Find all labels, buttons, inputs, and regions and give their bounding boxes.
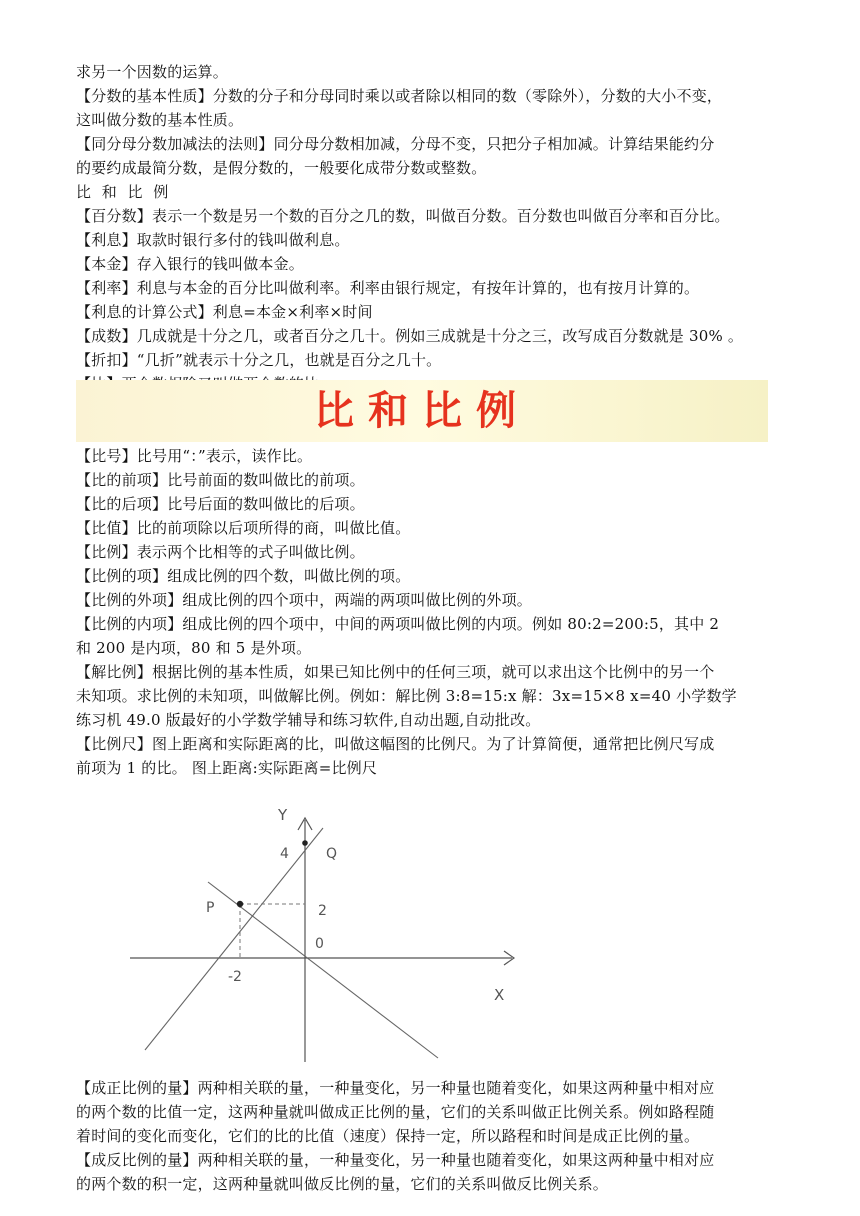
section-heading: 比 和 比 例 (76, 183, 172, 201)
text-line: 【比值】比的前项除以后项所得的商，叫做比值。 (76, 519, 411, 537)
text-line: 【同分母分数加减法的法则】同分母分数相加减，分母不变，只把分子相加减。计算结果能约分 (76, 135, 715, 153)
text-line: 【百分数】表示一个数是另一个数的百分之几的数，叫做百分数。百分数也叫做百分率和百分比。 (76, 207, 730, 225)
x-axis-label: X (494, 986, 505, 1004)
bottom-text-block (76, 1076, 796, 1196)
text-line: 【成正比例的量】两种相关联的量，一种量变化，另一种量也随着变化，如果这两种量中相对应 (76, 1079, 715, 1097)
coordinate-graph (120, 800, 520, 1070)
origin-label: 0 (315, 936, 324, 952)
text-line: 【本金】存入银行的钱叫做本金。 (76, 255, 305, 273)
text-line: 这叫做分数的基本性质。 (76, 111, 244, 129)
text-line: 【比例的外项】组成比例的四个项中，两端的两项叫做比例的外项。 (76, 591, 533, 609)
graph-svg (120, 800, 520, 1070)
text-line: 的要约成最简分数，是假分数的，一般要化成带分数或整数。 (76, 159, 487, 177)
text-line: 前项为 1 的比。 图上距离:实际距离=比例尺 (76, 759, 378, 777)
text-line: 【利息】取款时银行多付的钱叫做利息。 (76, 231, 350, 249)
text-line: 【比例尺】图上距离和实际距离的比，叫做这幅图的比例尺。为了计算简便，通常把比例尺写成 (76, 735, 715, 753)
tick-y-2: 2 (318, 903, 327, 919)
text-line: 【比号】比号用“：”表示，读作比。 (76, 447, 313, 465)
text-line: 着时间的变化而变化，它们的比的比值（速度）保持一定，所以路程和时间是成正比例的量。 (76, 1127, 700, 1145)
text-line: 【分数的基本性质】分数的分子和分母同时乘以或者除以相同的数（零除外），分数的大小不变， (76, 87, 723, 105)
text-line: 【比例】表示两个比相等的式子叫做比例。 (76, 543, 365, 561)
text-line: 【解比例】根据比例的基本性质，如果已知比例中的任何三项，就可以求出这个比例中的另一个 (76, 663, 715, 681)
text-line: 的两个数的积一定，这两种量就叫做反比例的量，它们的关系叫做反比例关系。 (76, 1175, 609, 1193)
text-line: 未知项。求比例的未知项，叫做解比例。例如：解比例 3:8=15:x 解：3x=15×8 x=40 小学数学 (76, 687, 737, 705)
point-p-label: P (206, 900, 215, 916)
text-line: 【比的前项】比号前面的数叫做比的前项。 (76, 471, 365, 489)
text-line: 【比的后项】比号后面的数叫做比的后项。 (76, 495, 365, 513)
middle-text-block (76, 444, 796, 780)
tick-y-4: 4 (280, 846, 289, 862)
top-text-block (76, 60, 796, 396)
text-line: 练习机 49.0 版最好的小学数学辅导和练习软件,自动出题,自动批改。 (76, 711, 541, 729)
tick-x-neg2: -2 (228, 969, 242, 985)
text-line: 【成数】几成就是十分之几，或者百分之几十。例如三成就是十分之三，改写成百分数就是 30% 。 (76, 327, 744, 345)
y-axis-label: Y (278, 806, 288, 824)
point-p-dot (237, 901, 243, 907)
banner-title: 比和比例 (314, 388, 530, 434)
text-line: 【成反比例的量】两种相关联的量，一种量变化，另一种量也随着变化，如果这两种量中相对应 (76, 1151, 715, 1169)
section-banner (76, 380, 768, 442)
text-line: 【比例的项】组成比例的四个数，叫做比例的项。 (76, 567, 411, 585)
text-line: 和 200 是内项，80 和 5 是外项。 (76, 639, 312, 657)
line-through-q (145, 828, 323, 1050)
text-line: 【利息的计算公式】利息=本金×利率×时间 (76, 303, 373, 321)
point-q-label: Q (326, 846, 338, 862)
text-line: 求另一个因数的运算。 (76, 63, 229, 81)
text-line: 【折扣】“几折”就表示十分之几，也就是百分之几十。 (76, 351, 442, 369)
text-line: 的两个数的比值一定，这两种量就叫做成正比例的量，它们的关系叫做正比例关系。例如路程随 (76, 1103, 715, 1121)
point-q-dot (302, 840, 308, 846)
text-line: 【比例的内项】组成比例的四个项中，中间的两项叫做比例的内项。例如 80:2=200:5，其中 2 (76, 615, 720, 633)
text-line: 【利率】利息与本金的百分比叫做利率。利率由银行规定，有按年计算的，也有按月计算的。 (76, 279, 700, 297)
